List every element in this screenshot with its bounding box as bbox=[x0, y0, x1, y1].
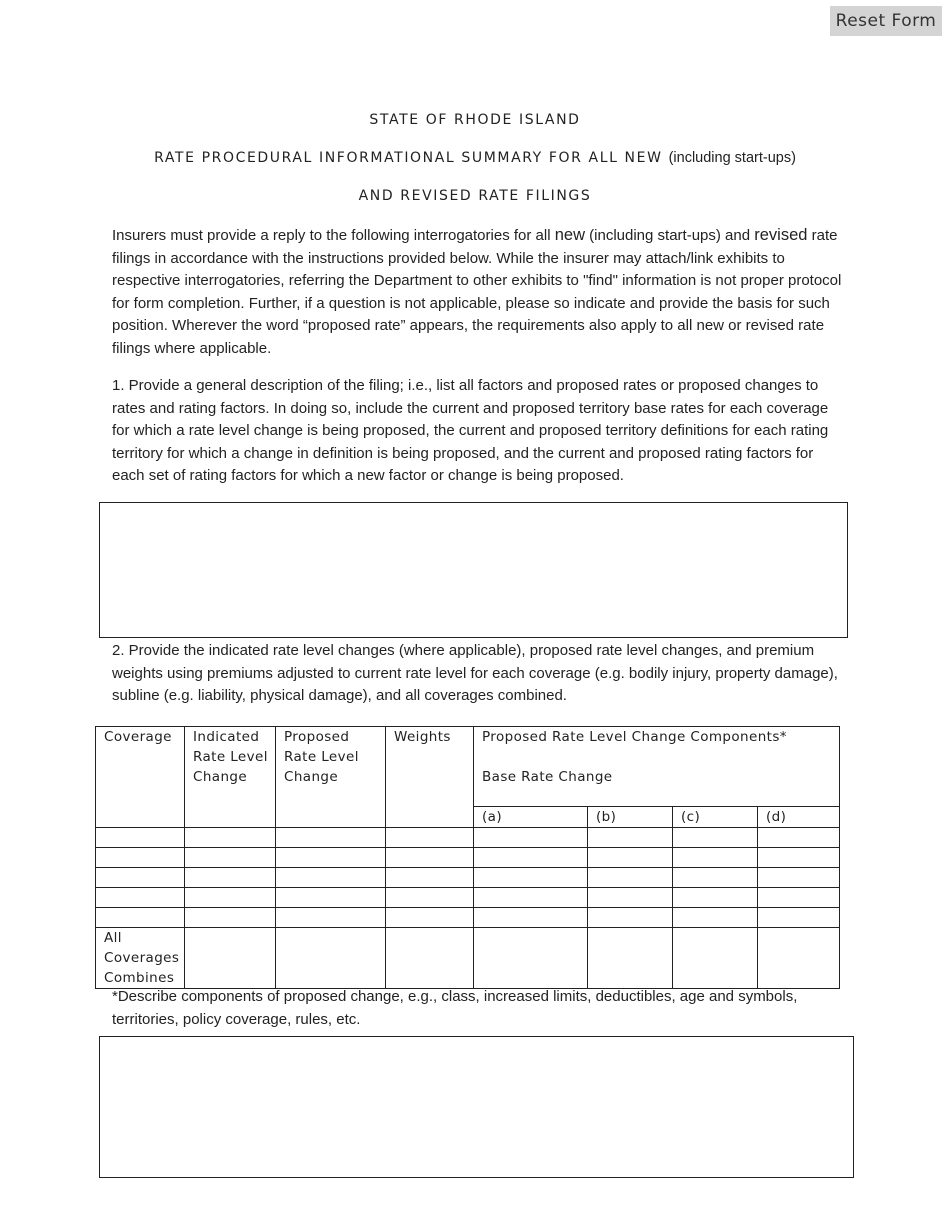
header-coverage: Coverage bbox=[96, 727, 185, 828]
rate-change-table bbox=[95, 726, 840, 989]
table-row bbox=[96, 868, 840, 888]
header-indicated: Indicated Rate Level Change bbox=[185, 727, 276, 828]
table-cell[interactable] bbox=[673, 888, 758, 908]
table-cell[interactable] bbox=[185, 828, 276, 848]
base-rate-change-label: Base Rate Change bbox=[482, 769, 613, 785]
form-subtitle: AND REVISED RATE FILINGS bbox=[358, 188, 592, 204]
form-title-main: RATE PROCEDURAL INFORMATIONAL SUMMARY FOR ALL NEW bbox=[154, 150, 663, 166]
table-cell[interactable] bbox=[276, 848, 386, 868]
intro-text-3: rate filings in accordance with the instructions provided below. While the insurer may attach/link exhibits to respective interrogatories, referring the Department to other exhibits to "find" information is not proper protocol for form completion. Further, if a question is not applicable, please so indicate and provide the basis for such position. Wherever the word “proposed rate” appears, the requirements also apply to all new or revised rate filings where applicable. bbox=[112, 227, 842, 357]
table-cell[interactable] bbox=[96, 908, 185, 928]
header-components bbox=[474, 727, 840, 807]
intro-text-2: (including start-ups) and bbox=[585, 227, 755, 244]
table-cell[interactable] bbox=[673, 828, 758, 848]
table-cell[interactable] bbox=[588, 928, 673, 989]
components-title: Proposed Rate Level Change Components* bbox=[482, 729, 787, 745]
table-row bbox=[96, 908, 840, 928]
header-proposed: Proposed Rate Level Change bbox=[276, 727, 386, 828]
table-cell[interactable] bbox=[185, 928, 276, 989]
subheader-a: (a) bbox=[474, 807, 588, 828]
total-label: All Coverages Combines bbox=[96, 928, 185, 989]
table-cell[interactable] bbox=[185, 908, 276, 928]
table-cell[interactable] bbox=[276, 828, 386, 848]
question-2: 2. Provide the indicated rate level changes (where applicable), proposed rate level changes, and premium weights using premiums adjusted to current rate level for each coverage (e.g. bodily injury, property damage), subline (e.g. liability, physical damage), and all coverages combined. bbox=[112, 642, 838, 704]
table-cell[interactable] bbox=[588, 908, 673, 928]
table-row bbox=[96, 828, 840, 848]
table-cell[interactable] bbox=[474, 848, 588, 868]
table-cell[interactable] bbox=[474, 828, 588, 848]
table-cell[interactable] bbox=[758, 848, 840, 868]
table-row bbox=[96, 888, 840, 908]
table-cell[interactable] bbox=[185, 848, 276, 868]
table-cell[interactable] bbox=[673, 868, 758, 888]
table-cell[interactable] bbox=[673, 848, 758, 868]
table-cell[interactable] bbox=[386, 888, 474, 908]
form-title bbox=[0, 150, 950, 166]
subheader-b: (b) bbox=[588, 807, 673, 828]
table-cell[interactable] bbox=[96, 888, 185, 908]
table-cell[interactable] bbox=[96, 848, 185, 868]
table-cell[interactable] bbox=[588, 828, 673, 848]
intro-new-word: new bbox=[554, 226, 585, 244]
table-cell[interactable] bbox=[386, 908, 474, 928]
table-cell[interactable] bbox=[588, 868, 673, 888]
form-title-paren: (including start-ups) bbox=[668, 150, 796, 166]
table-cell[interactable] bbox=[588, 888, 673, 908]
table-cell[interactable] bbox=[673, 908, 758, 928]
table-cell[interactable] bbox=[386, 848, 474, 868]
header-weights: Weights bbox=[386, 727, 474, 828]
table-cell[interactable] bbox=[185, 888, 276, 908]
intro-revised-word: revised bbox=[754, 226, 808, 244]
table-cell[interactable] bbox=[276, 868, 386, 888]
table-cell[interactable] bbox=[758, 868, 840, 888]
table-cell[interactable] bbox=[758, 908, 840, 928]
table-cell[interactable] bbox=[96, 868, 185, 888]
table-cell[interactable] bbox=[758, 888, 840, 908]
question-1: 1. Provide a general description of the filing; i.e., list all factors and proposed rates or proposed changes to rates and rating factors. In doing so, include the current and proposed territory base rates for each coverage for which a rate level change is being proposed, the current and proposed territory definitions for each rating territory for which a change in definition is being proposed, and the current and proposed rating factors for each set of rating factors for which a new factor or change is being proposed. bbox=[112, 377, 829, 484]
intro-paragraph bbox=[112, 224, 844, 360]
table-row bbox=[96, 848, 840, 868]
table-cell[interactable] bbox=[474, 868, 588, 888]
table-cell[interactable] bbox=[96, 828, 185, 848]
table-cell[interactable] bbox=[588, 848, 673, 868]
subheader-c: (c) bbox=[673, 807, 758, 828]
answer-2-field[interactable] bbox=[99, 1036, 854, 1178]
answer-1-field[interactable] bbox=[99, 502, 848, 638]
table-cell[interactable] bbox=[386, 828, 474, 848]
table-cell[interactable] bbox=[758, 828, 840, 848]
table-cell[interactable] bbox=[758, 928, 840, 989]
table-cell[interactable] bbox=[673, 928, 758, 989]
table-cell[interactable] bbox=[185, 868, 276, 888]
table-cell[interactable] bbox=[386, 928, 474, 989]
reset-form-button[interactable]: Reset Form bbox=[830, 6, 942, 36]
intro-text-1: Insurers must provide a reply to the following interrogatories for all bbox=[112, 227, 555, 244]
table-cell[interactable] bbox=[474, 928, 588, 989]
table-cell[interactable] bbox=[474, 908, 588, 928]
table-cell[interactable] bbox=[276, 888, 386, 908]
table-cell[interactable] bbox=[276, 908, 386, 928]
state-title: STATE OF RHODE ISLAND bbox=[369, 112, 581, 128]
subheader-d: (d) bbox=[758, 807, 840, 828]
table-total-row bbox=[96, 928, 840, 989]
table-cell[interactable] bbox=[386, 868, 474, 888]
table-cell[interactable] bbox=[474, 888, 588, 908]
table-cell[interactable] bbox=[276, 928, 386, 989]
components-footnote: *Describe components of proposed change, e.g., class, increased limits, deductibles, age and symbols, territories, policy coverage, rules, etc. bbox=[112, 988, 798, 1028]
table-header-row bbox=[96, 727, 840, 807]
